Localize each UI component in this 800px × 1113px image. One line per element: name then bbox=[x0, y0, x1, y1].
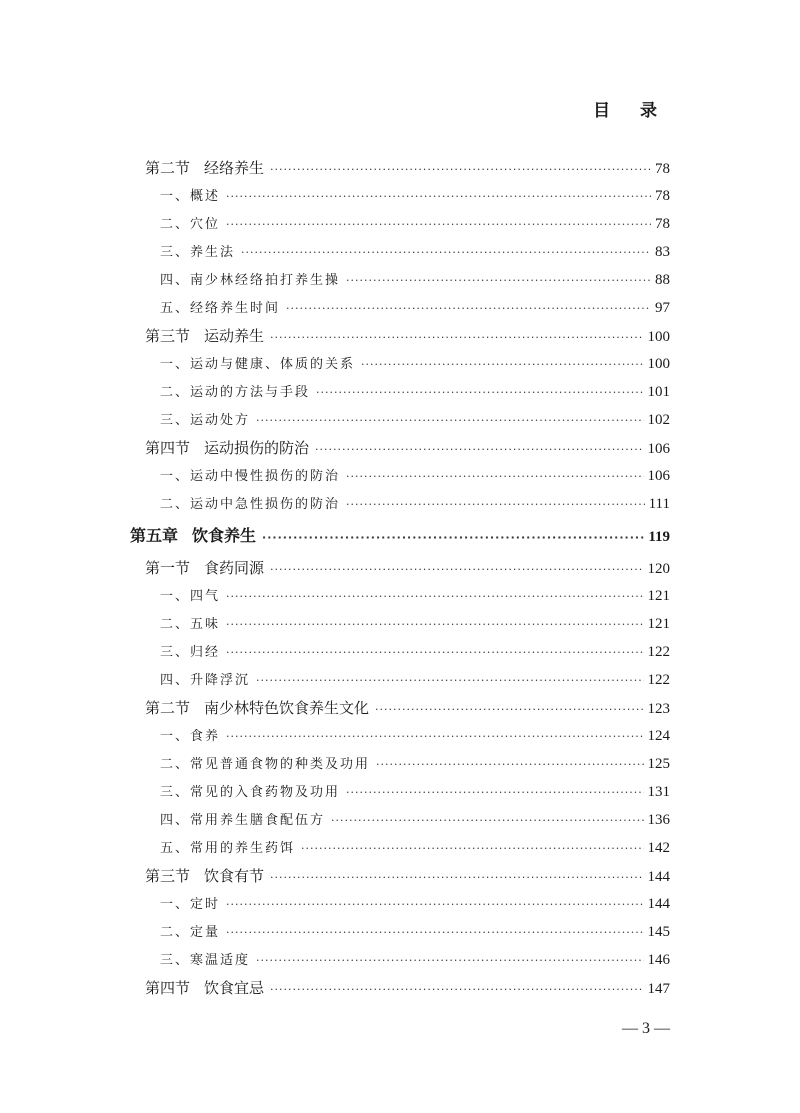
toc-entry-chapter[interactable] bbox=[130, 518, 670, 554]
toc-entry-item[interactable] bbox=[130, 294, 670, 322]
toc-entry-title: 二、运动中急性损伤的防治 bbox=[160, 497, 341, 512]
dot-leader bbox=[270, 156, 651, 184]
dot-leader bbox=[316, 379, 643, 407]
dot-leader bbox=[226, 723, 643, 751]
dot-leader bbox=[301, 835, 643, 863]
dot-leader bbox=[270, 864, 643, 892]
toc-entry-section[interactable] bbox=[130, 322, 670, 350]
toc-entry-title: 一、定时 bbox=[160, 897, 221, 912]
toc-entry-page: 144 bbox=[647, 896, 670, 912]
toc-entry-title: 经络养生 bbox=[204, 159, 265, 177]
toc-entry-title: 南少林特色饮食养生文化 bbox=[204, 699, 370, 717]
toc-entry-page: 100 bbox=[647, 356, 670, 372]
toc-entry-page: 100 bbox=[647, 329, 670, 345]
dot-leader bbox=[226, 211, 651, 239]
toc-entry-page: 144 bbox=[647, 869, 670, 885]
toc-entry-title: 三、养生法 bbox=[160, 245, 236, 260]
toc-entry-page: 136 bbox=[647, 812, 670, 828]
dot-leader bbox=[226, 583, 643, 611]
toc-entry-section[interactable] bbox=[130, 434, 670, 462]
toc-entry-page: 97 bbox=[655, 300, 670, 316]
toc-entry-page: 106 bbox=[647, 441, 670, 457]
toc-entry-title: 运动养生 bbox=[204, 327, 265, 345]
toc-entry-title: 一、四气 bbox=[160, 589, 221, 604]
toc-entry-page: 101 bbox=[647, 384, 670, 400]
toc-entry-section[interactable] bbox=[130, 694, 670, 722]
toc-entry-number: 第三节 bbox=[145, 867, 191, 885]
toc-entry-page: 142 bbox=[647, 840, 670, 856]
toc-entry-item[interactable] bbox=[130, 750, 670, 778]
dot-leader bbox=[315, 436, 643, 464]
toc-entry-title: 饮食养生 bbox=[192, 526, 257, 545]
toc-entry-title: 三、常见的入食药物及功用 bbox=[160, 785, 341, 800]
toc-entry-page: 106 bbox=[647, 468, 670, 484]
dot-leader bbox=[226, 639, 643, 667]
dot-leader bbox=[270, 976, 643, 1004]
toc-entry-item[interactable] bbox=[130, 582, 670, 610]
dot-leader bbox=[375, 696, 643, 724]
toc-entry-section[interactable] bbox=[130, 974, 670, 1002]
toc-entry-item[interactable] bbox=[130, 666, 670, 694]
dot-leader bbox=[270, 324, 643, 352]
toc-entry-page: 78 bbox=[655, 161, 670, 177]
toc-entry-title: 一、食养 bbox=[160, 729, 221, 744]
dot-leader bbox=[256, 407, 643, 435]
toc-entry-number: 第四节 bbox=[145, 979, 191, 997]
dot-leader bbox=[346, 491, 645, 519]
toc-entry-page: 146 bbox=[647, 952, 670, 968]
toc-entry-title: 饮食宜忌 bbox=[204, 979, 265, 997]
toc-entry-title: 二、运动的方法与手段 bbox=[160, 385, 311, 400]
dot-leader bbox=[286, 295, 651, 323]
dot-leader bbox=[256, 667, 643, 695]
dot-leader bbox=[346, 463, 643, 491]
toc-entry-title: 四、常用养生膳食配伍方 bbox=[160, 813, 326, 828]
toc-entry-page: 111 bbox=[648, 496, 670, 512]
dot-leader bbox=[376, 751, 643, 779]
toc-entry-title: 二、五味 bbox=[160, 617, 221, 632]
toc-entry-title: 三、寒温适度 bbox=[160, 953, 251, 968]
toc-entry-title: 五、常用的养生药饵 bbox=[160, 841, 296, 856]
toc-entry-page: 123 bbox=[647, 701, 670, 717]
dot-leader bbox=[226, 183, 651, 211]
dot-leader bbox=[346, 779, 643, 807]
toc-entry-item[interactable] bbox=[130, 610, 670, 638]
table-of-contents bbox=[130, 154, 670, 1002]
toc-entry-title: 三、运动处方 bbox=[160, 413, 251, 428]
toc-entry-item[interactable] bbox=[130, 210, 670, 238]
toc-entry-item[interactable] bbox=[130, 834, 670, 862]
dot-leader bbox=[331, 807, 643, 835]
toc-entry-title: 饮食有节 bbox=[204, 867, 265, 885]
dot-leader bbox=[270, 556, 643, 584]
toc-entry-page: 147 bbox=[647, 981, 670, 997]
toc-entry-item[interactable] bbox=[130, 182, 670, 210]
toc-entry-title: 四、南少林经络拍打养生操 bbox=[160, 273, 341, 288]
toc-entry-item[interactable] bbox=[130, 350, 670, 378]
toc-entry-page: 102 bbox=[647, 412, 670, 428]
toc-entry-item[interactable] bbox=[130, 722, 670, 750]
toc-entry-page: 83 bbox=[655, 244, 670, 260]
toc-entry-item[interactable] bbox=[130, 406, 670, 434]
toc-entry-item[interactable] bbox=[130, 946, 670, 974]
dot-leader bbox=[361, 351, 643, 379]
toc-entry-item[interactable] bbox=[130, 638, 670, 666]
toc-entry-page: 78 bbox=[655, 216, 670, 232]
toc-entry-title: 一、运动中慢性损伤的防治 bbox=[160, 469, 341, 484]
dot-leader bbox=[241, 239, 651, 267]
toc-entry-page: 121 bbox=[647, 588, 670, 604]
toc-entry-page: 88 bbox=[655, 272, 670, 288]
toc-entry-number: 第一节 bbox=[145, 559, 191, 577]
toc-entry-title: 五、经络养生时间 bbox=[160, 301, 281, 316]
dot-leader bbox=[346, 267, 651, 295]
toc-entry-number: 第二节 bbox=[145, 159, 191, 177]
toc-entry-page: 122 bbox=[647, 644, 670, 660]
toc-entry-title: 运动损伤的防治 bbox=[204, 439, 310, 457]
toc-entry-item[interactable] bbox=[130, 806, 670, 834]
toc-entry-title: 一、运动与健康、体质的关系 bbox=[160, 357, 356, 372]
toc-entry-page: 121 bbox=[647, 616, 670, 632]
toc-entry-title: 三、归经 bbox=[160, 645, 221, 660]
toc-entry-item[interactable] bbox=[130, 378, 670, 406]
toc-entry-number: 第四节 bbox=[145, 439, 191, 457]
toc-entry-page: 145 bbox=[647, 924, 670, 940]
page-number: — 3 — bbox=[622, 1020, 670, 1037]
toc-entry-title: 食药同源 bbox=[204, 559, 265, 577]
toc-entry-title: 一、概述 bbox=[160, 189, 221, 204]
toc-entry-section[interactable] bbox=[130, 554, 670, 582]
dot-leader bbox=[226, 891, 643, 919]
toc-entry-section[interactable] bbox=[130, 154, 670, 182]
dot-leader bbox=[256, 947, 643, 975]
toc-entry-item[interactable] bbox=[130, 890, 670, 918]
toc-entry-item[interactable] bbox=[130, 462, 670, 490]
toc-entry-page: 119 bbox=[648, 529, 670, 545]
toc-entry-section[interactable] bbox=[130, 862, 670, 890]
page-header-title: 目 录 bbox=[593, 101, 669, 121]
toc-entry-item[interactable] bbox=[130, 266, 670, 294]
dot-leader bbox=[262, 520, 644, 556]
toc-entry-title: 二、常见普通食物的种类及功用 bbox=[160, 757, 371, 772]
toc-entry-page: 131 bbox=[647, 784, 670, 800]
toc-entry-title: 二、定量 bbox=[160, 925, 221, 940]
toc-entry-page: 124 bbox=[647, 728, 670, 744]
toc-entry-page: 120 bbox=[647, 561, 670, 577]
dot-leader bbox=[226, 611, 643, 639]
toc-entry-item[interactable] bbox=[130, 490, 670, 518]
toc-entry-number: 第五章 bbox=[130, 526, 179, 545]
toc-entry-number: 第二节 bbox=[145, 699, 191, 717]
toc-entry-number: 第三节 bbox=[145, 327, 191, 345]
toc-entry-page: 125 bbox=[647, 756, 670, 772]
toc-entry-item[interactable] bbox=[130, 918, 670, 946]
toc-entry-page: 78 bbox=[655, 188, 670, 204]
toc-entry-item[interactable] bbox=[130, 238, 670, 266]
toc-entry-page: 122 bbox=[647, 672, 670, 688]
toc-entry-title: 四、升降浮沉 bbox=[160, 673, 251, 688]
toc-entry-title: 二、穴位 bbox=[160, 217, 221, 232]
dot-leader bbox=[226, 919, 643, 947]
toc-entry-item[interactable] bbox=[130, 778, 670, 806]
